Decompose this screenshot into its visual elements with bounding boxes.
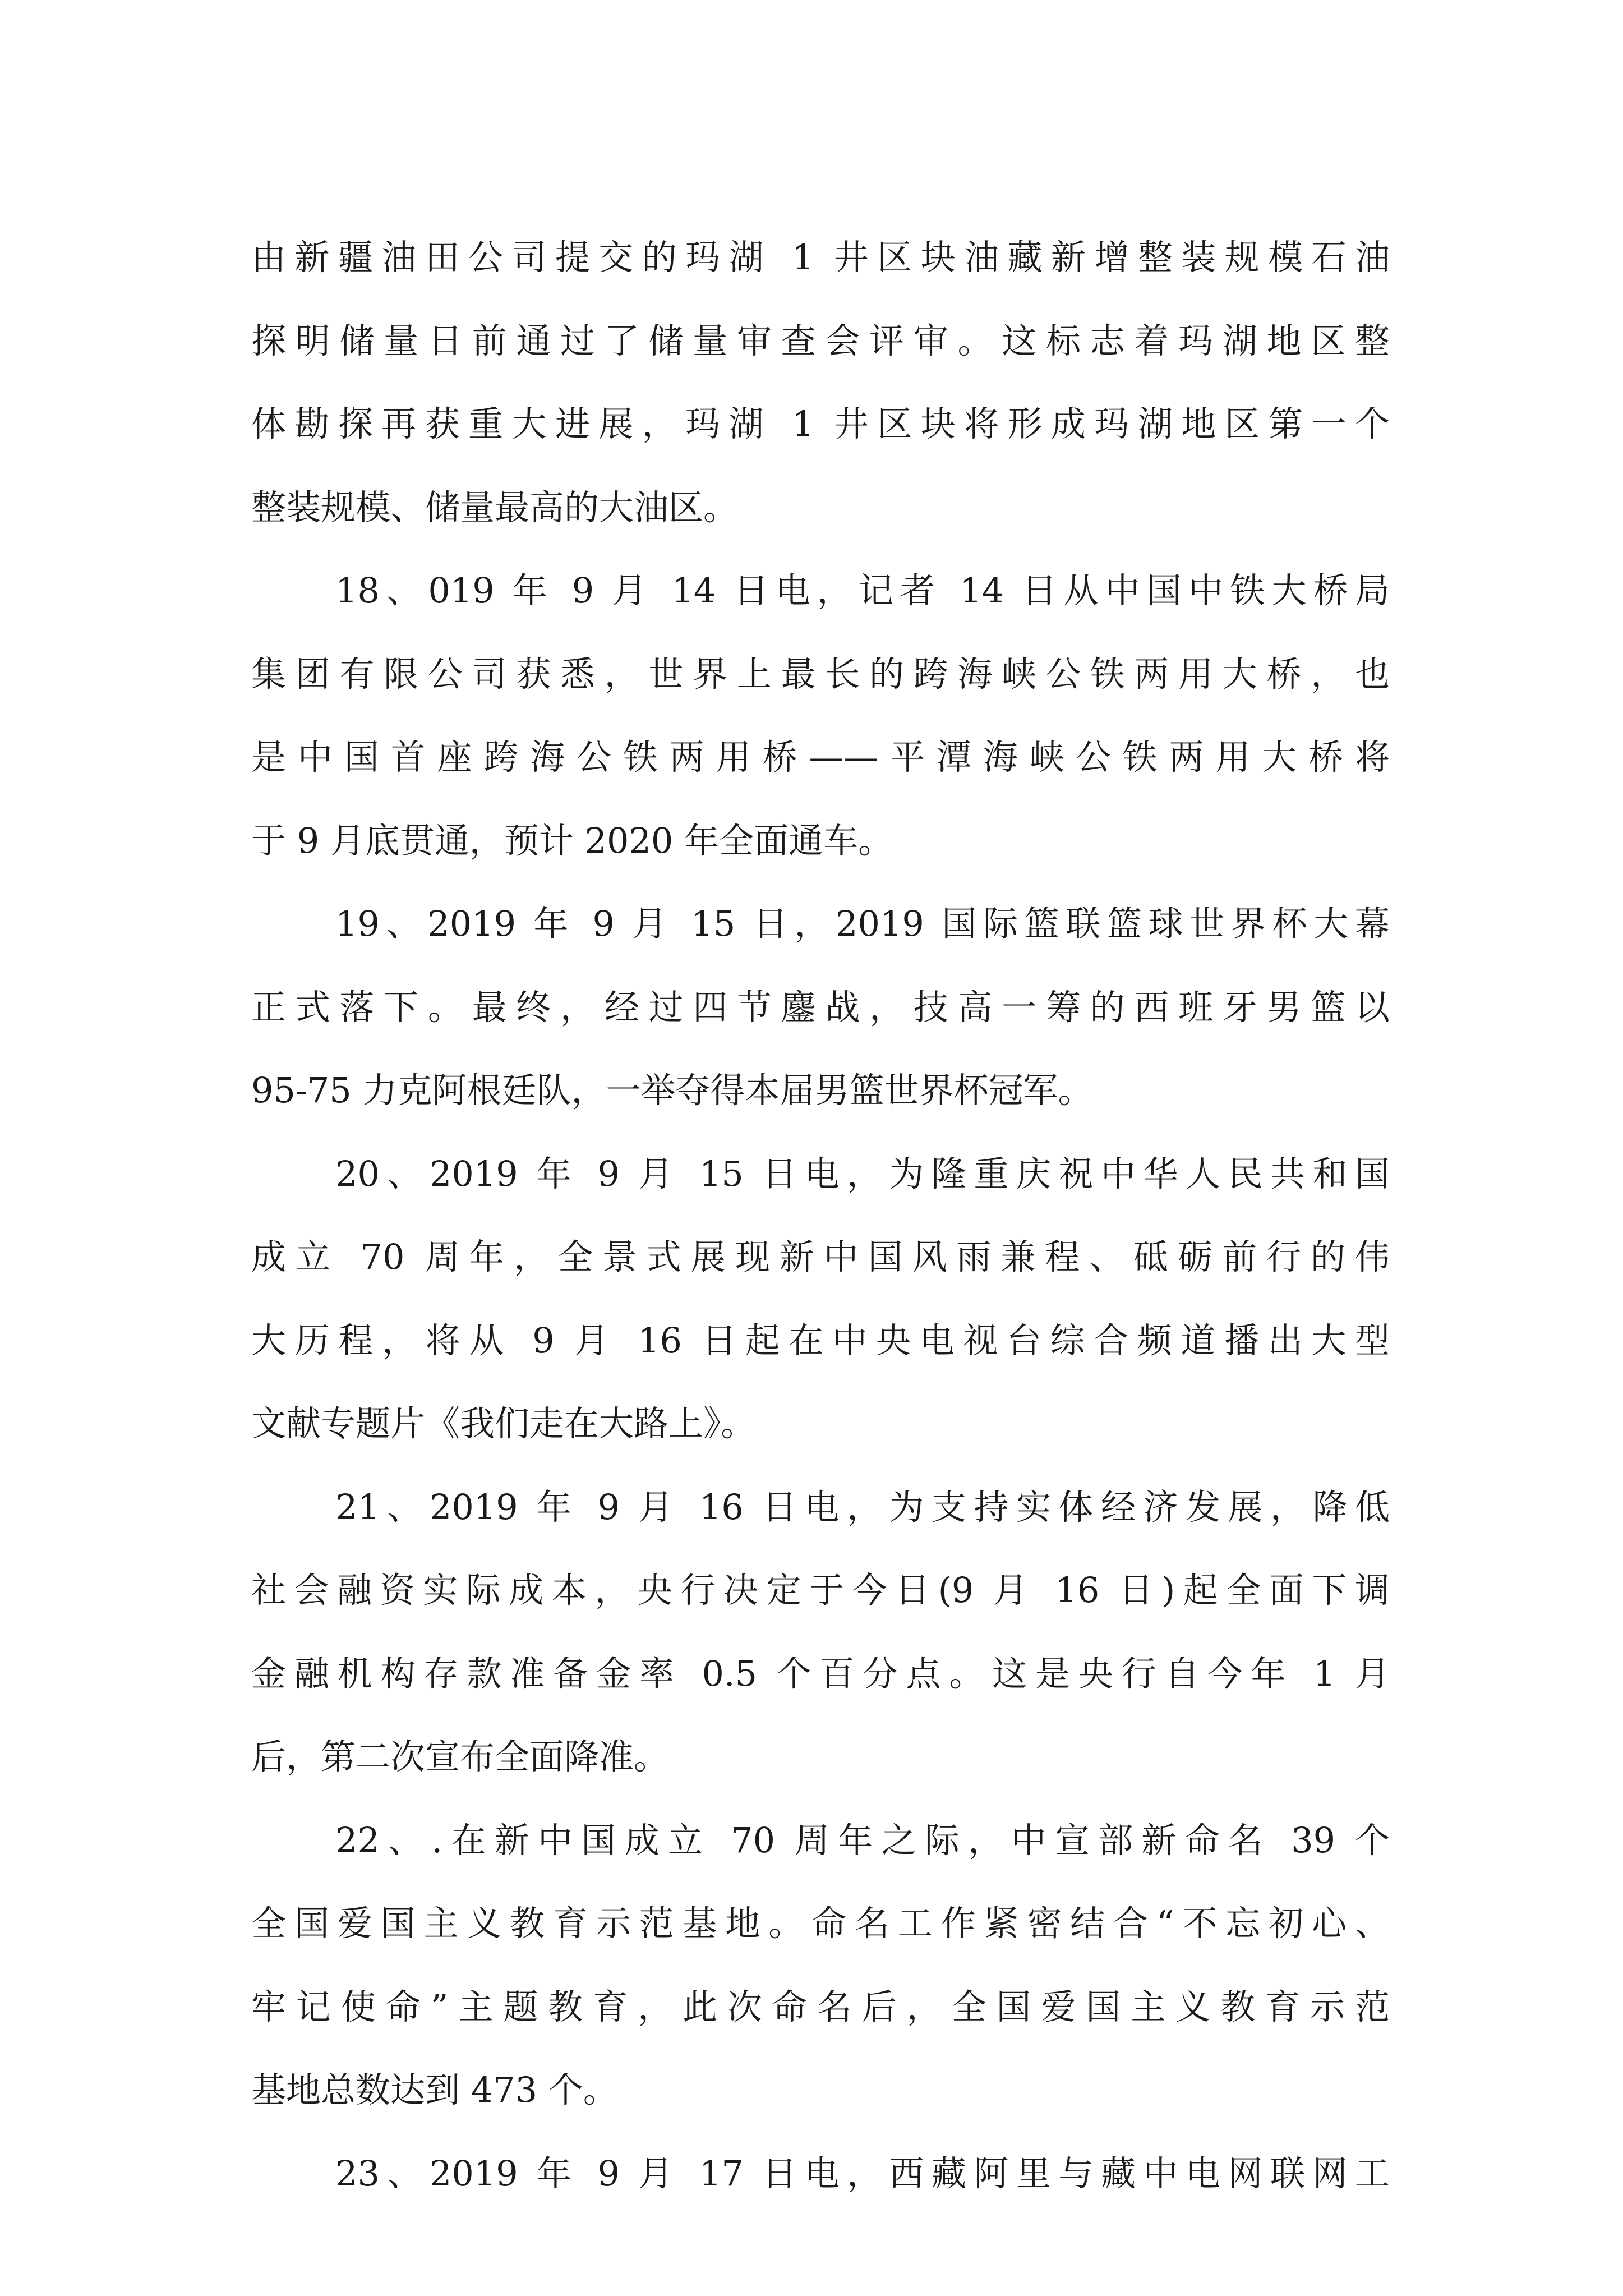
- paragraph: [251, 216, 1390, 549]
- text-line: 集团有限公司获悉，世界上最长的跨海峡公铁两用大桥，也: [251, 653, 1390, 694]
- text-line: 正式落下。最终，经过四节鏖战，技高一筹的西班牙男篮以: [251, 986, 1390, 1028]
- text-line: 22、.在新中国成立 70 周年之际，中宣部新命名 39 个: [335, 1819, 1390, 1861]
- text-line: 牢记使命”主题教育，此次命名后，全国爱国主义教育示范: [251, 1986, 1390, 2027]
- text-line: 探明储量日前通过了储量审查会评审。这标志着玛湖地区整: [251, 320, 1390, 361]
- document-body: [251, 216, 1390, 2215]
- text-line: 18、019 年 9 月 14 日电，记者 14 日从中国中铁大桥局: [335, 570, 1390, 611]
- text-line: 文献专题片《我们走在大路上》。: [251, 1403, 756, 1444]
- text-line: 体勘探再获重大进展，玛湖 1 井区块将形成玛湖地区第一个: [251, 403, 1390, 444]
- text-line: 21、2019 年 9 月 16 日电，为支持实体经济发展，降低: [335, 1486, 1390, 1527]
- text-line: 社会融资实际成本，央行决定于今日(9 月 16 日)起全面下调: [251, 1570, 1390, 1611]
- text-line: 由新疆油田公司提交的玛湖 1 井区块油藏新增整装规模石油: [251, 237, 1390, 278]
- text-line: 后，第二次宣布全面降准。: [251, 1736, 669, 1777]
- text-line: 金融机构存款准备金率 0.5 个百分点。这是央行自今年 1 月: [251, 1653, 1390, 1694]
- paragraph: [251, 549, 1390, 882]
- paragraph: [251, 1799, 1390, 2132]
- text-line: 95-75 力克阿根廷队，一举夺得本届男篮世界杯冠军。: [251, 1070, 1093, 1111]
- text-line: 23、2019 年 9 月 17 日电，西藏阿里与藏中电网联网工: [335, 2152, 1390, 2194]
- paragraph: [251, 1133, 1390, 1466]
- text-line: 大历程，将从 9 月 16 日起在中央电视台综合频道播出大型: [251, 1319, 1390, 1361]
- text-line: 20、2019 年 9 月 15 日电，为隆重庆祝中华人民共和国: [335, 1153, 1390, 1194]
- text-line: 于 9 月底贯通，预计 2020 年全面通车。: [251, 820, 893, 861]
- text-line: 19、2019 年 9 月 15 日，2019 国际篮联篮球世界杯大幕: [335, 903, 1390, 944]
- text-line: 整装规模、储量最高的大油区。: [251, 486, 739, 528]
- paragraph: [251, 1466, 1390, 1799]
- text-line: 是中国首座跨海公铁两用桥——平潭海峡公铁两用大桥将: [251, 737, 1390, 777]
- paragraph: [251, 882, 1390, 1133]
- text-line: 成立 70 周年，全景式展现新中国风雨兼程、砥砺前行的伟: [251, 1236, 1390, 1277]
- text-line: 全国爱国主义教育示范基地。命名工作紧密结合“不忘初心、: [251, 1903, 1390, 1944]
- text-line: 基地总数达到 473 个。: [251, 2069, 618, 2110]
- paragraph: [251, 2132, 1390, 2216]
